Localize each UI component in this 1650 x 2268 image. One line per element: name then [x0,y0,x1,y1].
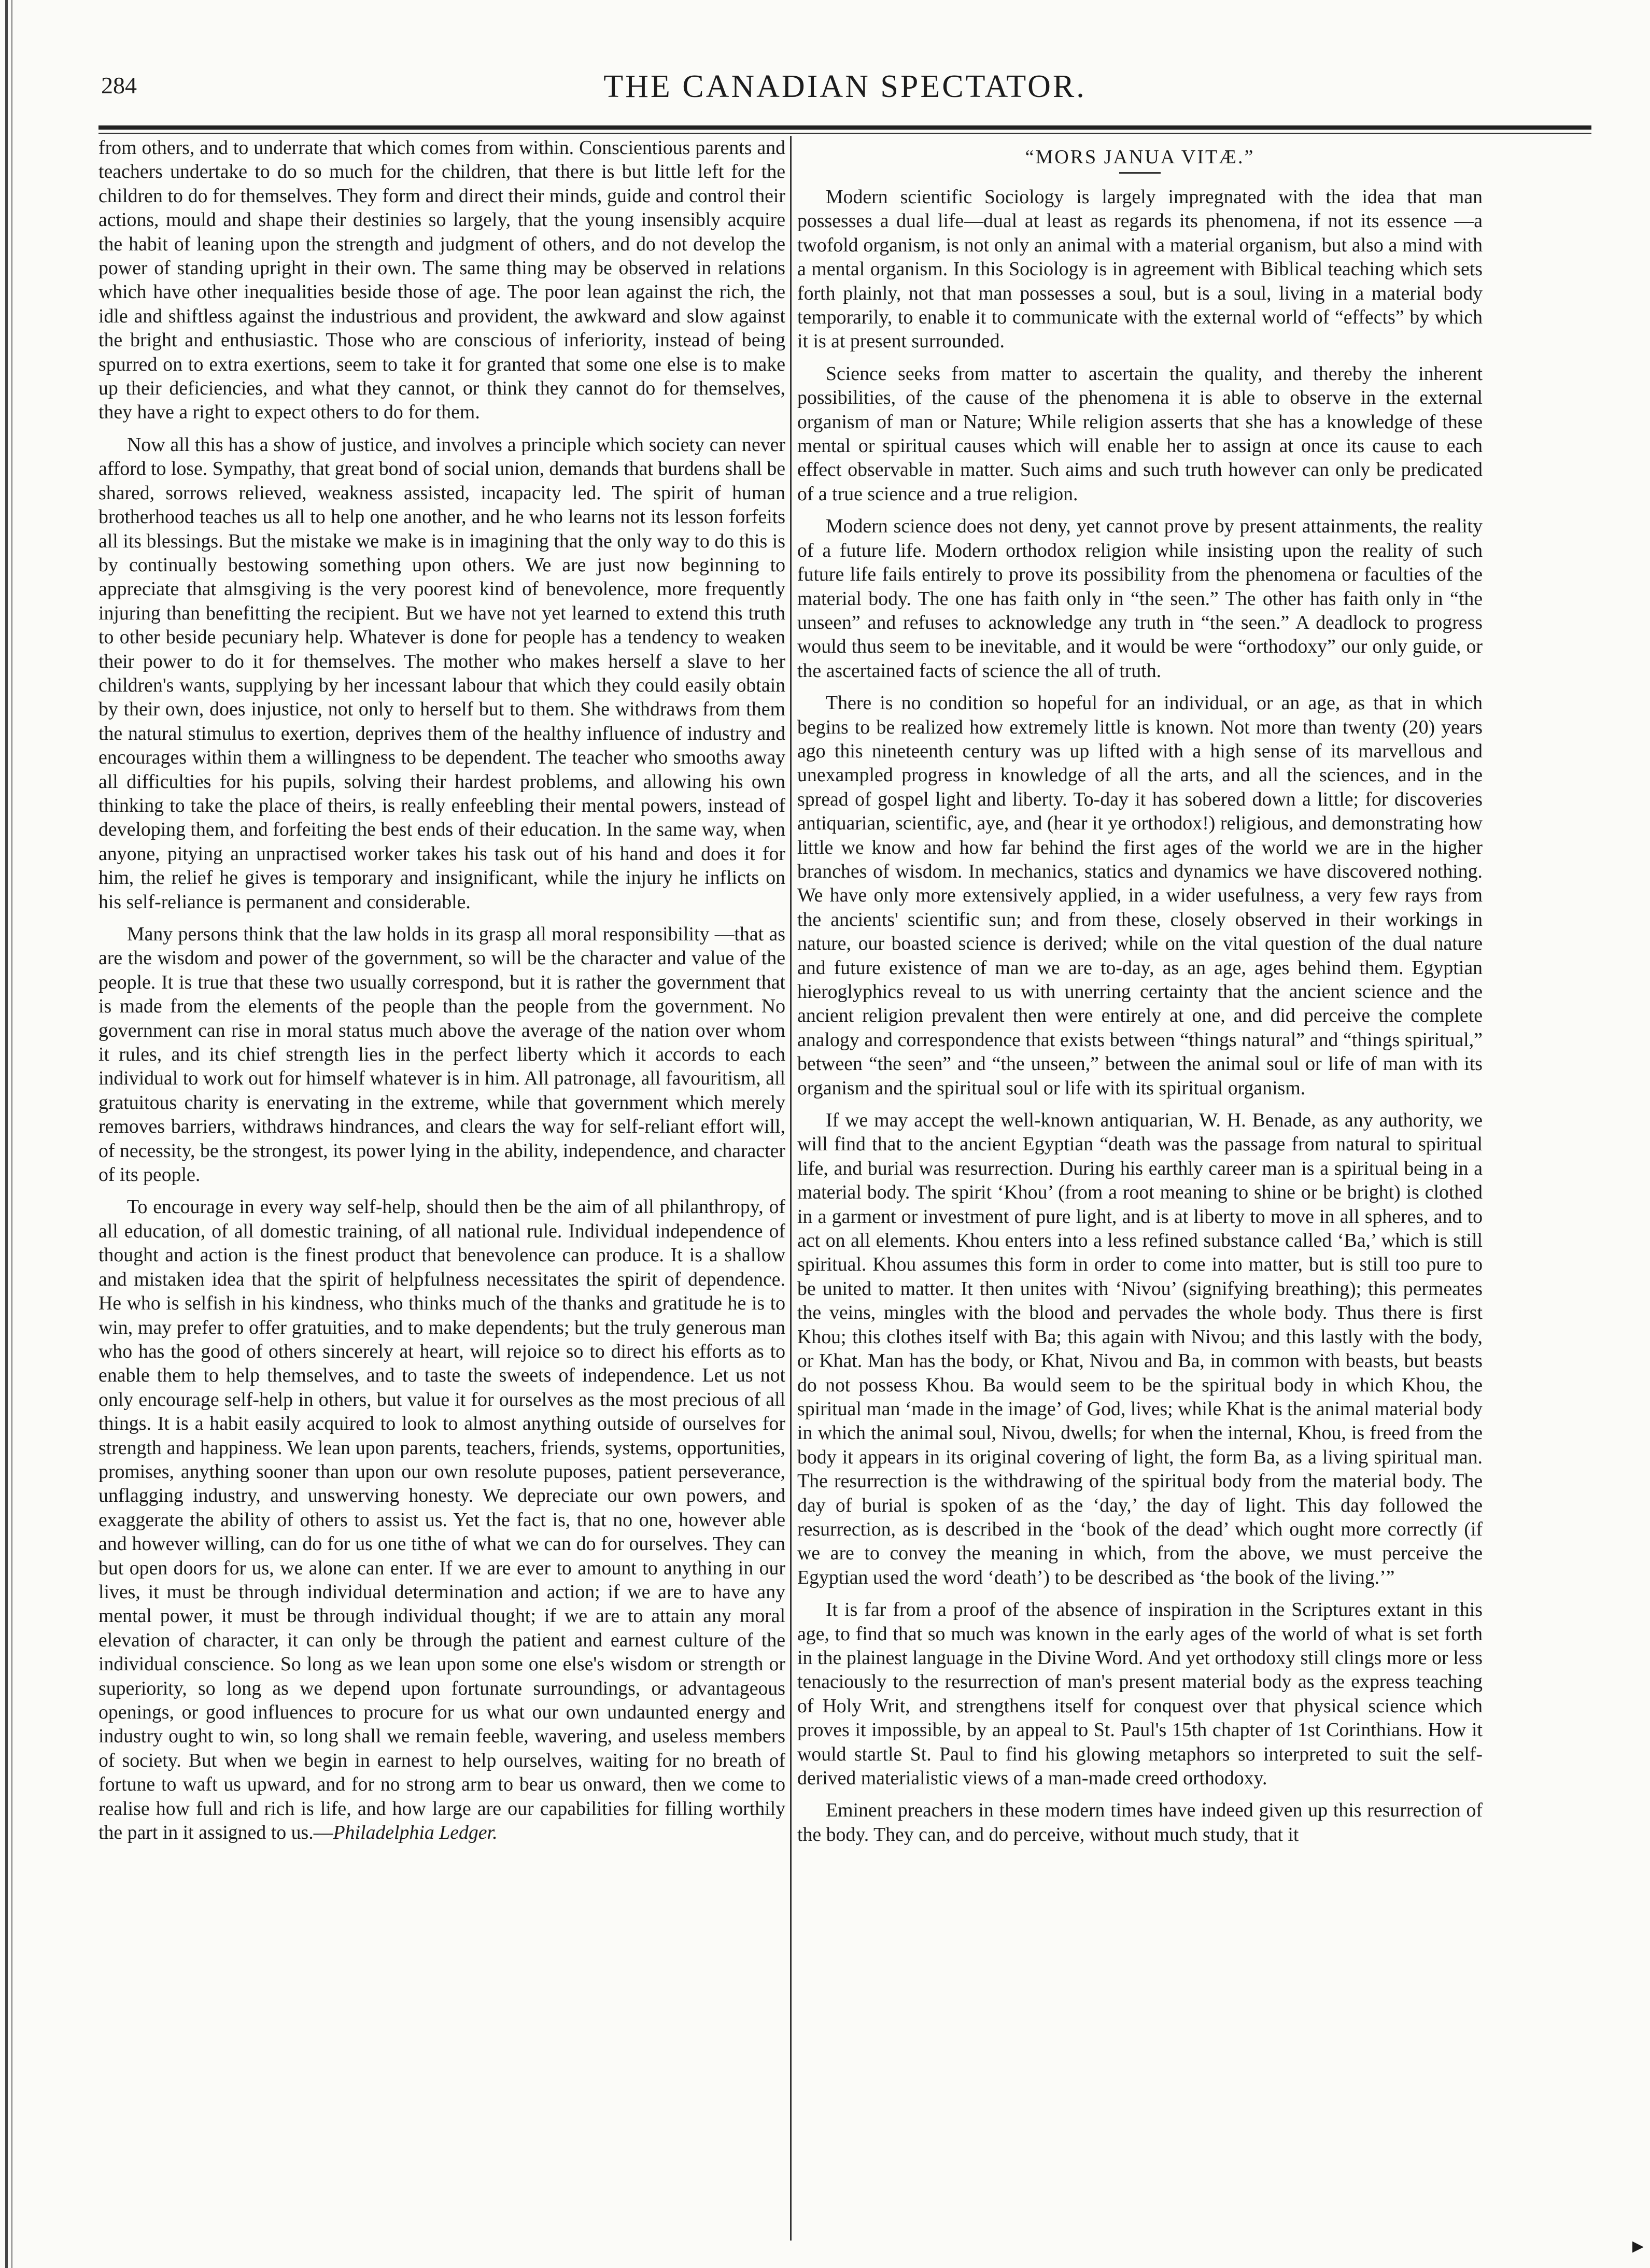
right-paragraph-5: If we may accept the well-known antiquarian, W. H. Benade, as any authority, we will find that to the ancient Egyptian “death was the passage from natural to spiritual life, and burial was resurrection. During his earthly career man is a spiritual being in a material body. The spirit ‘Khou’ (from a root meaning to shine or be bright) is clothed in a garment or investment of pure light, and is at liberty to move in all spheres, and to act on all elements. Khou enters into a less refined substance called ‘Ba,’ which is still spiritual. Khou assumes this form in order to come into matter, but is still too pure to be united to matter. It then unites with ‘Nivou’ (signifying breathing); this permeates the veins, mingles with the blood and pervades the whole body. Thus there is first Khou; this clothes itself with Ba; this again with Nivou; and this lastly with the body, or Khat. Man has the body, or Khat, Nivou and Ba, in common with beasts, but beasts do not possess Khou. Ba would seem to be the spiritual body in which Khou, the spiritual man ‘made in the image’ of God, lives; while Khat is the animal material body in which the animal soul, Nivou, dwells; for when the internal, Khou, is freed from the body it appears in its original covering of light, the form Ba, as a living spiritual man. The resurrection is the withdrawing of the spiritual body from the material body. The day of burial is spoken of as the ‘day,’ the day of light. This day followed the resurrection, as is described in the ‘book of the dead’ which ought more correctly (if we are to convey the meaning in which, from the above, we must perceive the Egyptian used the word ‘death’) to be described as ‘the book of the living.’” [797,1109,1483,1588]
article-title: “MORS JANUA VITÆ.” [1025,146,1255,168]
left-paragraph-4-text: To encourage in every way self-help, should then be the aim of all philanthropy, of all education, of all domestic training, of all national rule. Individual independence of thought and action is the finest product that benevolence can produce. It is a shallow and mistaken idea that the spirit of helpfulness necessitates the spirit of dependence. He who is selfish in his kindness, who thinks much of the thanks and gratitude he is to win, may prefer to offer gratuities, and to make dependents; but the truly generous man who has the good of others sincerely at heart, will rejoice so to direct his efforts as to enable them to help themselves, and to taste the sweets of independence. Let us not only encourage self-help in others, but value it for ourselves as the most precious of all things. It is a habit easily acquired to look to almost anything outside of ourselves for strength and happiness. We lean upon parents, teachers, friends, systems, opportunities, promises, anything sooner than upon our own resolute puposes, patient perseverance, unflagging industry, and unswerving honesty. We depreciate our own powers, and exaggerate the ability of others to assist us. Yet the fact is, that no one, however able and however willing, can do for us one tithe of what we can do for ourselves. They can but open doors for us, we alone can enter. If we are ever to amount to anything in our lives, it must be through individual determination and action; if we are to have any mental power, it must be through individual thought; if we are to attain any moral elevation of character, it can only be through the patient and earnest culture of the individual conscience. So long as we lean upon some one else's wisdom or strength or superiority, so long as we depend upon fortunate surroundings, or advantageous openings, or good influences to procure for us what our own undaunted energy and industry ought to win, so long shall we remain feeble, wavering, and useless members of society. But when we begin in earnest to help ourselves, waiting for no breath of fortune to waft us upward, and for no strong arm to bear us onward, then we come to realise how full and rich is life, and how large are our capabilities for filling worthily the part in it assigned to us.— [98,1196,785,1844]
page-header [101,67,1589,124]
right-column [797,136,1483,1855]
header-rule-thin [98,133,1591,134]
journal-title: THE CANADIAN SPECTATOR. [603,69,1087,104]
right-paragraph-2: Science seeks from matter to ascertain the quality, and thereby the inherent possibilities, of the cause of the phenomena it is able to observe in the external organism of man or Nature; While religion asserts that she has a knowledge of these mental or spiritual causes which will enable her to assign at once its cause to each effect observable in matter. Such aims and such truth however can only be predicated of a true science and a true religion. [797,362,1483,505]
page-number: 284 [101,72,137,98]
binding-edge-rule [5,0,8,2268]
left-paragraph-1: from others, and to underrate that which comes from within. Conscientious parents and teachers undertake to do so much for the children, that there is but little left for the children to do for themselves. They form and direct their minds, guide and control their actions, mould and shape their destinies so largely, that the young insensibly acquire the habit of leaning upon the strength and judgment of others, and do not develop the power of standing upright in their own. The same thing may be observed in relations which have other inequalities beside those of age. The poor lean against the rich, the idle and shiftless against the industrious and provident, the awkward and slow against the bright and enthusiastic. Those who are conscious of inferiority, instead of being spurred on to extra exertions, seem to take it for granted that some one else is to make up their deficiencies, and what they cannot, or think they cannot do for themselves, they have a right to expect others to do for them. [98,137,785,424]
article-source: Philadelphia Ledger. [333,1822,498,1844]
left-paragraph-2: Now all this has a show of justice, and involves a principle which society can never afford to lose. Sympathy, that great bond of social union, demands that burdens shall be shared, sorrows relieved, weakness assisted, incapacity led. The spirit of human brotherhood teaches us all to help one another, and he who learns not its lesson forfeits all its blessings. But the mistake we make is in imagining that the only way to do this is by continually bestowing something upon others. We are just now beginning to appreciate that almsgiving is the very poorest kind of benevolence, more frequently injuring than benefitting the recipient. But we have not yet learned to extend this truth to other beside pecuniary help. Whatever is done for people has a tendency to weaken their power to do it for themselves. The mother who makes herself a slave to her children's wants, supplying by her incessant labour that which they could easily obtain by their own, does injustice, not only to herself but to them. She withdraws from them the natural stimulus to exertion, deprives them of the healthy influence of industry and encourages within them a willingness to be dependent. The teacher who smooths away all difficulties for his pupils, solving their hardest problems, and allowing his own thinking to take the place of theirs, is really enfeebling their mental powers, instead of developing them, and forfeiting the best ends of their education. In the same way, when anyone, pitying an unpractised worker takes his task out of his hand and does it for him, the relief he gives is temporary and insignificant, while the injury he inflicts on his self-reliance is permanent and considerable. [98,433,785,913]
corner-scan-mark: ▸ [1632,2233,1644,2258]
binding-edge-rule-inner [11,0,12,2268]
right-paragraph-7: Eminent preachers in these modern times have indeed given up this resurrection of the body. They can, and do perceive, without much study, that it [797,1799,1483,1846]
header-rule-thick [98,125,1591,130]
left-paragraph-4 [98,1195,785,1844]
right-paragraph-4: There is no condition so hopeful for an individual, or an age, as that in which begins to be realized how extremely little is known. Not more than twenty (20) years ago this nineteenth century was up lifted with a high sense of its marvellous and unexampled progress in knowledge of all the arts, and all the sciences, and in the spread of gospel light and liberty. To-day it has sobered down a little; for discoveries antiquarian, scientific, aye, and (hear it ye orthodox!) religious, and demonstrating how little we know and how far behind the first ages of the world we are in the higher branches of wisdom. In mechanics, statics and dynamics we have discovered nothing. We have only more extensively applied, in a wider usefulness, a very few rays from the ancients' scientific sun; and from these, closely observed in their workings in nature, our boasted science is derived; while on the vital question of the dual nature and future existence of man we are to-day, as an age, ages behind them. Egyptian hieroglyphics reveal to us with unerring certainty that the ancient science and the ancient religion prevalent then were entirely at one, and did perceive the complete analogy and correspondence that exists between “things natural” and “things spiritual,” between “the seen” and “the unseen,” between the animal soul or life of man with its organism and the spiritual soul or life with its spiritual organism. [797,692,1483,1099]
right-paragraph-6: It is far from a proof of the absence of inspiration in the Scriptures extant in this age, to find that so much was known in the early ages of the world of what is set forth in the plainest language in the Divine Word. And yet orthodoxy still clings more or less tenaciously to the resurrection of man's present material body as the express teaching of Holy Writ, and strengthens itself for conquest over that physical science which proves it impossible, by an appeal to St. Paul's 15th chapter of 1st Corinthians. How it would startle St. Paul to find his glowing metaphors so interpreted to suit the self-derived materialistic views of a man-made creed orthodoxy. [797,1599,1483,1789]
left-paragraph-3: Many persons think that the law holds in its grasp all moral responsibility —that as are the wisdom and power of the government, so will be the character and value of the people. It is true that these two usually correspond, but it is rather the government that is made from the elements of the people than the people from the government. No government can rise in moral status much above the average of the nation over whom it rules, and its chief strength lies in the perfect liberty which it accords to each individual to work out for himself whatever is in him. All patronage, all favouritism, all gratuitous charity is enervating in the extreme, while that government which merely removes barriers, withdraws hindrances, and clears the way for self-reliant effort will, of necessity, be the strongest, its power lying in the ability, independence, and character of its people. [98,923,785,1186]
title-rule [1119,172,1161,174]
column-divider [790,136,792,2241]
right-paragraph-3: Modern science does not deny, yet cannot prove by present attainments, the reality of a future life. Modern orthodox religion while insisting upon the reality of such future life fails entirely to prove its possibility from the phenomena or faculties of the material body. The one has faith only in “the seen.” The other has faith only in “the unseen” and refuses to acknowledge any truth in “the seen.” A deadlock to progress would thus seem to be inevitable, and it would be were “orthodoxy” our only guide, or the ascertained facts of science the all of truth. [797,515,1483,682]
left-column [98,136,785,1853]
right-paragraph-1: Modern scientific Sociology is largely impregnated with the idea that man possesses a dual life—dual at least as regards its phenomena, if not its essence —a twofold organism, is not only an animal with a material organism, but also a mind with a mental organism. In this Sociology is in agreement with Biblical teaching which sets forth plainly, not that man possesses a soul, but is a soul, living in a material body temporarily, to enable it to communicate with the external world of “effects” by which it is at present surrounded. [797,186,1483,353]
